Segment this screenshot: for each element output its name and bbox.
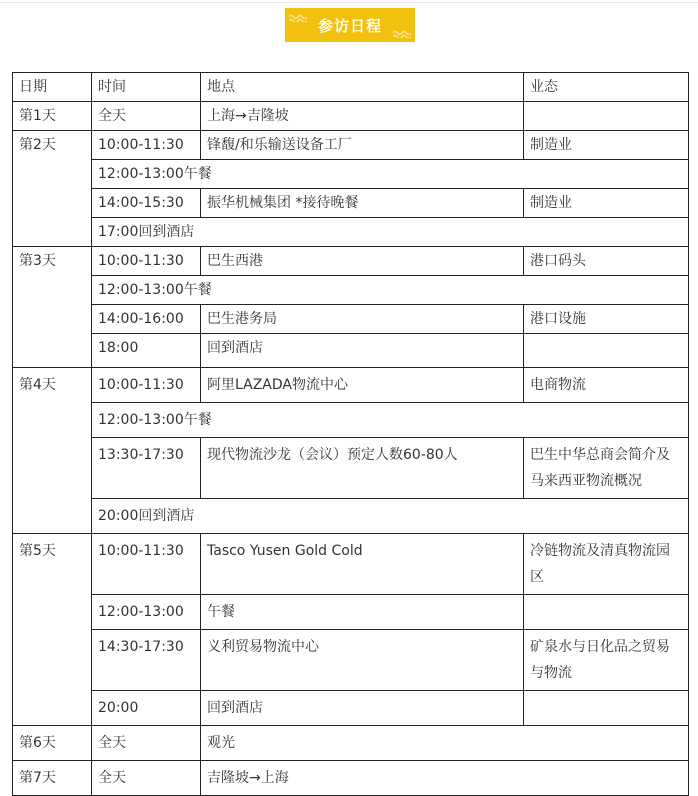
table-row: [13, 368, 689, 403]
table-row: [13, 630, 689, 691]
type-cell: 港口码头: [524, 247, 689, 276]
wave-decoration-icon: [289, 14, 307, 22]
place-cell: 回到酒店: [201, 334, 524, 368]
table-row: [13, 403, 689, 438]
place-cell: 回到酒店: [201, 691, 524, 726]
type-cell: [524, 102, 689, 131]
place-cell: 上海→吉隆坡: [201, 102, 524, 131]
type-cell: [524, 334, 689, 368]
time-cell: 14:00-15:30: [92, 189, 201, 218]
day-cell: 第6天: [13, 726, 92, 761]
title-banner: [285, 8, 415, 42]
time-cell: 20:00: [92, 691, 201, 726]
table-row: [13, 334, 689, 368]
place-cell: 锋馥/和乐输送设备工厂: [201, 131, 524, 160]
type-cell: 电商物流: [524, 368, 689, 403]
merged-cell: 12:00-13:00午餐: [92, 276, 689, 305]
place-cell: 现代物流沙龙（会议）预定人数60-80人: [201, 438, 524, 499]
day-cell: 第2天: [13, 131, 92, 247]
table-row: [13, 189, 689, 218]
merged-cell: 12:00-13:00午餐: [92, 403, 689, 438]
time-cell: 全天: [92, 761, 201, 796]
table-row: [13, 276, 689, 305]
table-row: [13, 131, 689, 160]
time-cell: 10:00-11:30: [92, 131, 201, 160]
day-cell: 第4天: [13, 368, 92, 534]
table-row: [13, 305, 689, 334]
day-cell: 第1天: [13, 102, 92, 131]
table-row: [13, 726, 689, 761]
place-cell: 观光: [201, 726, 689, 761]
type-cell: [524, 595, 689, 630]
table-row: [13, 438, 689, 499]
day-cell: 第3天: [13, 247, 92, 368]
type-cell: 巴生中华总商会简介及马来西亚物流概况: [524, 438, 689, 499]
table-row: [13, 499, 689, 534]
table-row: [13, 247, 689, 276]
place-cell: Tasco Yusen Gold Cold: [201, 534, 524, 595]
day-cell: 第7天: [13, 761, 92, 796]
time-cell: 12:00-13:00: [92, 595, 201, 630]
place-cell: 午餐: [201, 595, 524, 630]
header-date: 日期: [13, 73, 92, 102]
time-cell: 全天: [92, 726, 201, 761]
merged-cell: 20:00回到酒店: [92, 499, 689, 534]
time-cell: 14:30-17:30: [92, 630, 201, 691]
table-row: [13, 534, 689, 595]
day-cell: 第5天: [13, 534, 92, 726]
top-divider: [0, 2, 698, 3]
place-cell: 巴生西港: [201, 247, 524, 276]
page-title: 参访日程: [317, 16, 382, 35]
time-cell: 14:00-16:00: [92, 305, 201, 334]
time-cell: 10:00-11:30: [92, 368, 201, 403]
time-cell: 10:00-11:30: [92, 534, 201, 595]
type-cell: 冷链物流及清真物流园区: [524, 534, 689, 595]
type-cell: 制造业: [524, 131, 689, 160]
place-cell: 振华机械集团 *接待晚餐: [201, 189, 524, 218]
place-cell: 吉隆坡→上海: [201, 761, 689, 796]
merged-cell: 17:00回到酒店: [92, 218, 689, 247]
time-cell: 10:00-11:30: [92, 247, 201, 276]
table-row: [13, 160, 689, 189]
place-cell: 阿里LAZADA物流中心: [201, 368, 524, 403]
header-type: 业态: [524, 73, 689, 102]
table-row: [13, 691, 689, 726]
type-cell: 矿泉水与日化品之贸易与物流: [524, 630, 689, 691]
table-row: [13, 102, 689, 131]
table-row: [13, 761, 689, 796]
header-time: 时间: [92, 73, 201, 102]
time-cell: 全天: [92, 102, 201, 131]
type-cell: 港口设施: [524, 305, 689, 334]
wave-decoration-icon: [393, 30, 411, 38]
type-cell: [524, 691, 689, 726]
time-cell: 13:30-17:30: [92, 438, 201, 499]
merged-cell: 12:00-13:00午餐: [92, 160, 689, 189]
place-cell: 巴生港务局: [201, 305, 524, 334]
place-cell: 义利贸易物流中心: [201, 630, 524, 691]
table-header-row: [13, 73, 689, 102]
schedule-table: [12, 72, 689, 796]
table-row: [13, 595, 689, 630]
table-row: [13, 218, 689, 247]
time-cell: 18:00: [92, 334, 201, 368]
header-place: 地点: [201, 73, 524, 102]
type-cell: 制造业: [524, 189, 689, 218]
